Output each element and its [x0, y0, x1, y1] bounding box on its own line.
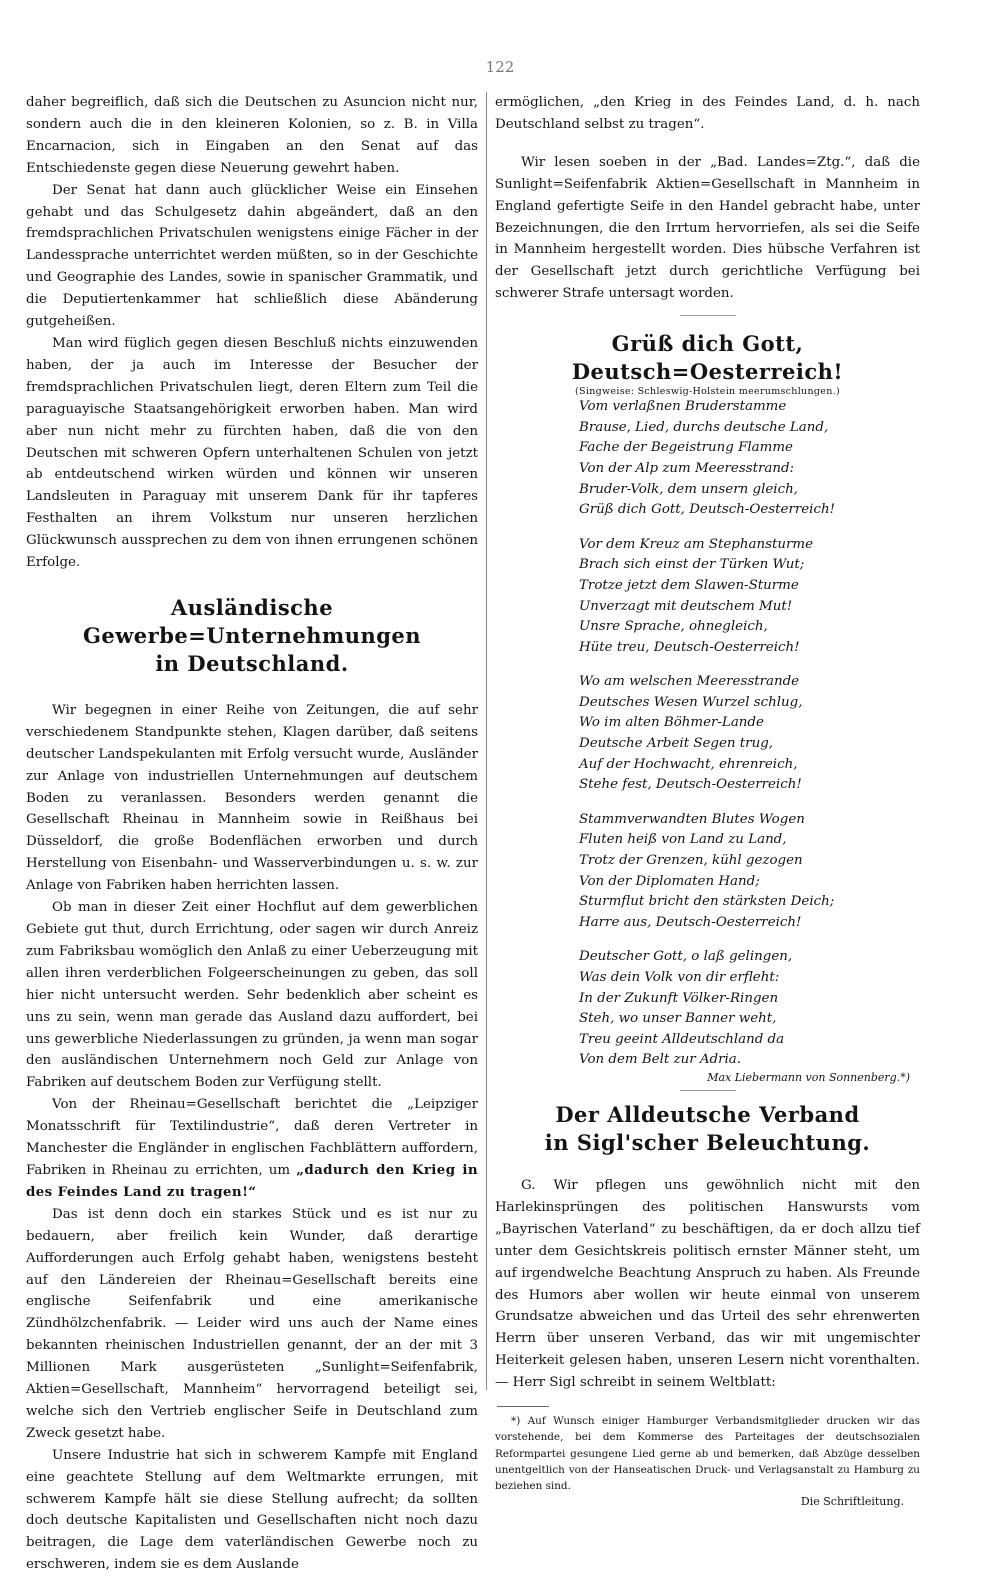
poem-line: Deutsche Arbeit Segen trug,: [579, 736, 774, 752]
poem-line: Hüte treu, Deutsch-Oesterreich!: [579, 639, 800, 655]
paragraph-sunlight: Wir lesen soeben in der „Bad. Landes=Ztg.“, daß die Sunlight=Seifenfabrik Aktien=Gesellschaft in Mannheim in England gefertigte Seife in den Handel gebracht habe, unter Bezeichnungen, die den Irrtum hervorriefen, als sei die Seife in Mannheim hergestellt worden. Dies hübsche Verfahren ist der Gesellschaft jetzt durch gerichtliche Verfügung bei schwerer Strafe untersagt worden.: [495, 154, 920, 302]
paragraph-senat: Der Senat hat dann auch glücklicher Weise ein Einsehen gehabt und das Schulgesetz dahin abgeändert, daß an den fremdsprachlichen Privatschulen wenigstens einige Fächer in der Landessprache unterrichtet werden müßten, so in der Geschichte und Geographie des Landes, sowie in spanischer Grammatik, und die Deputiertenkammer hat schließlich diese Abänderung gutgeheißen.: [26, 182, 478, 330]
poem-stanza: [579, 810, 920, 934]
poem-line: Brause, Lied, durchs deutsche Land,: [579, 419, 829, 435]
paragraph-asuncion: daher begreiflich, daß sich die Deutschen zu Asuncion nicht nur, sondern auch die in den kleineren Kolonien, so z. B. in Villa Encarnacion, sich in Eingaben an den Senat auf das Entschiedenste gegen diese Neuerung gewehrt haben.: [26, 95, 478, 176]
paragraph-beschluss: Man wird füglich gegen diesen Beschluß nichts einzuwenden haben, der ja auch im Interesse der Besucher der fremdsprachlichen Privatschulen liegt, deren Eltern zum Teil die paraguayische Staatsangehörigkeit erworben haben. Man wird aber nun nicht mehr zu fürchten haben, daß die von den Deutschen mit schweren Opfern unterhaltenen Schulen von jetzt ab entdeutschend wirken würden und können wir unseren Landsleuten in Paraguay mit unserem Dank für ihr tapferes Festhalten an ihrem Volkstum nur unseren herzlichen Glückwunsch aussprechen zu dem von ihnen errungenen schönen Erfolge.: [26, 335, 478, 571]
poem-line: Vor dem Kreuz am Stephansturme: [579, 536, 813, 552]
poem-line: Trotze jetzt dem Slawen-Sturme: [579, 577, 799, 593]
paragraph-industrie: Unsere Industrie hat sich in schwerem Kampfe mit England eine geachtete Stellung auf dem Weltmarkte errungen, mit schwerem Kampfe hält sie diese Stellung aufrecht; da sollten doch deutsche Kapitalisten und Gesellschaften nicht noch dazu beitragen, die Lage dem vaterländischen Gewerbe noch zu erschweren, indem sie es dem Auslande: [26, 1447, 478, 1573]
poem-line: Trotz der Grenzen, kühl gezogen: [579, 853, 803, 869]
poem-line: Harre aus, Deutsch-Oesterreich!: [579, 914, 802, 930]
paragraph-starkes-stueck: Das ist denn doch ein starkes Stück und es ist nur zu bedauern, aber freilich kein Wunder, daß derartige Aufforderungen auch Erfolg gehabt haben, wenigstens besteht auf den Ländereien der Rheinau=Gesellschaft bereits eine englische Seifenfabrik und eine amerikanische Zündhölzchenfabrik. — Leider wird uns auch der Name eines bekannten rheinischen Industriellen genannt, der an der mit 3 Millionen Mark ausgerüsteten „Sunlight=Seifenfabrik, Aktien=Gesellschaft, Mannheim“ hervorragend beteiligt sei, welche sich den Vertrieb englischer Seife in Deutschland zum Zweck gesetzt habe.: [26, 1206, 478, 1441]
poem-line: Von dem Belt zur Adria.: [579, 1052, 742, 1068]
poem-stanza: [579, 947, 920, 1071]
poem-attribution: Max Liebermann von Sonnenberg.*): [707, 1070, 910, 1084]
heading-line: Der Alldeutsche Verband: [555, 1101, 860, 1127]
paragraph-rheinau-text: Von der Rheinau=Gesellschaft berichtet die „Leipziger Monatsschrift für Textilindustrie“, daß deren Vertreter in Manchester die Engländer in englischen Fachblättern auffordern, Fabriken in Rheinau zu errichten, um: [26, 1097, 478, 1178]
paragraph-ermoeglichen: ermöglichen, „den Krieg in des Feindes Land, d. h. nach Deutschland selbst zu tragen“.: [495, 95, 920, 132]
poem-stanza: [579, 397, 920, 521]
poem: [579, 397, 920, 1071]
heading-line: Ausländische Gewerbe=Unternehmungen: [82, 594, 422, 648]
heading-auslaendische-gewerbe: [26, 594, 478, 678]
poem-line: Steh, wo unser Banner weht,: [579, 1011, 777, 1027]
paragraph-sigl: G. Wir pflegen uns gewöhnlich nicht mit den Harlekinsprüngen des politischen Hanswursts vom „Bayrischen Vaterland“ zu beschäftigen, da er doch allzu tief unter dem Gesichtskreis politisch ernster Männer steht, um auf irgendwelche Beachtung Anspruch zu haben. Als Freunde des Humors aber wollen wir heute einmal von unserem Grundsatze abweichen und das Urteil des sehr ehrenwerten Herrn über unseren Verband, das wir mit ungemischter Heiterkeit gelesen haben, unseren Lesern nicht vorenthalten. — Herr Sigl schreibt in seinem Weltblatt:: [495, 1177, 920, 1391]
column-divider: [486, 92, 487, 1390]
poem-line: Deutsches Wesen Wurzel schlug,: [579, 694, 803, 710]
poem-subtitle: (Singweise: Schleswig-Holstein meerumschlungen.): [575, 386, 840, 398]
page-number: 122: [485, 58, 515, 76]
poem-line: Unverzagt mit deutschem Mut!: [579, 598, 793, 614]
poem-line: Stehe fest, Deutsch-Oesterreich!: [579, 777, 802, 793]
poem-line: Bruder-Volk, dem unsern gleich,: [579, 481, 798, 497]
poem-stanza: [579, 535, 920, 659]
right-column: [495, 92, 920, 1508]
paragraph-zeitungen: Wir begegnen in einer Reihe von Zeitungen, die auf sehr verschiedenem Standpunkte stehen, Klagen darüber, daß seitens deutscher Landspekulanten mit Erfolg versucht wurde, Ausländer zur Anlage von industriellen Unternehmungen auf deutschem Boden zu veranlassen. Besonders werden genannt die Gesellschaft Rheinau in Mannheim sowie in Reißhaus bei Düsseldorf, die große Bodenflächen erworben und durch Herstellung von Eisenbahn- und Wasserverbindungen u. s. w. zur Anlage von Fabriken haben herrichten lassen.: [26, 702, 478, 894]
footnote: *) Auf Wunsch einiger Hamburger Verbandsmitglieder drucken wir das vorstehende, bei dem Kommerse des Parteitages der deutschsozialen Reformpartei gesungene Lied gerne ab und bemerken, daß Abzüge desselben unentgeltlich von der Hanseatischen Druck- und Verlagsanstalt zu Hamburg zu beziehen sind.: [495, 1415, 920, 1493]
footnote-signature: Die Schriftleitung.: [800, 1494, 904, 1508]
poem-line: Fache der Begeistrung Flamme: [579, 440, 793, 456]
poem-title: Grüß dich Gott, Deutsch=Oesterreich!: [571, 331, 844, 385]
poem-line: Stammverwandten Blutes Wogen: [579, 811, 805, 827]
poem-line: Fluten heiß von Land zu Land,: [579, 832, 787, 848]
heading-alldeutsche-verband: [495, 1101, 920, 1157]
left-column: [26, 92, 478, 1576]
poem-line: Was dein Volk von dir erfleht:: [579, 970, 780, 985]
poem-line: Treu geeint Alldeutschland da: [579, 1031, 785, 1047]
poem-stanza: [579, 672, 920, 796]
poem-line: Wo im alten Böhmer-Lande: [579, 715, 764, 731]
heading-line: in Sigl'scher Beleuchtung.: [544, 1129, 871, 1155]
poem-line: Vom verlaßnen Bruderstamme: [579, 399, 787, 415]
poem-line: In der Zukunft Völker-Ringen: [579, 990, 779, 1006]
poem-line: Von der Alp zum Meeresstrand:: [579, 460, 795, 476]
poem-line: Unsre Sprache, ohnegleich,: [579, 619, 768, 635]
heading-line: in Deutschland.: [155, 650, 349, 676]
poem-line: Wo am welschen Meeresstrande: [579, 674, 800, 690]
paragraph-rheinau: [26, 1094, 478, 1204]
paragraph-hochflut: Ob man in dieser Zeit einer Hochflut auf dem gewerblichen Gebiete gut thut, durch Errichtung, oder sagen wir durch Anreiz zum Fabriksbau womöglich den Anlaß zu einer Ueberzeugung mit allen ihren verderblichen Folgeerscheinungen zu geben, das soll hier nicht untersucht werden. Sehr bedenklich aber scheint es uns zu sein, wenn man gerade das Ausland dazu auffordert, bei uns gewerbliche Niederlassungen zu gründen, ja wenn man sogar den ausländischen Unternehmern noch Geld zur Anlage von Fabriken auf deutschem Boden zur Verfügung stellt.: [26, 900, 478, 1091]
poem-line: Auf der Hochwacht, ehrenreich,: [579, 756, 798, 772]
quote-krieg: „dadurch den Krieg in des Feindes Land zu tragen!“: [26, 1161, 478, 1200]
poem-line: Brach sich einst der Türken Wut;: [579, 557, 805, 573]
poem-line: Deutscher Gott, o laß gelingen,: [579, 949, 793, 965]
poem-line: Von der Diplomaten Hand;: [579, 873, 760, 889]
poem-line: Sturmflut bricht den stärksten Deich;: [579, 894, 835, 910]
poem-line: Grüß dich Gott, Deutsch-Oesterreich!: [579, 502, 835, 518]
